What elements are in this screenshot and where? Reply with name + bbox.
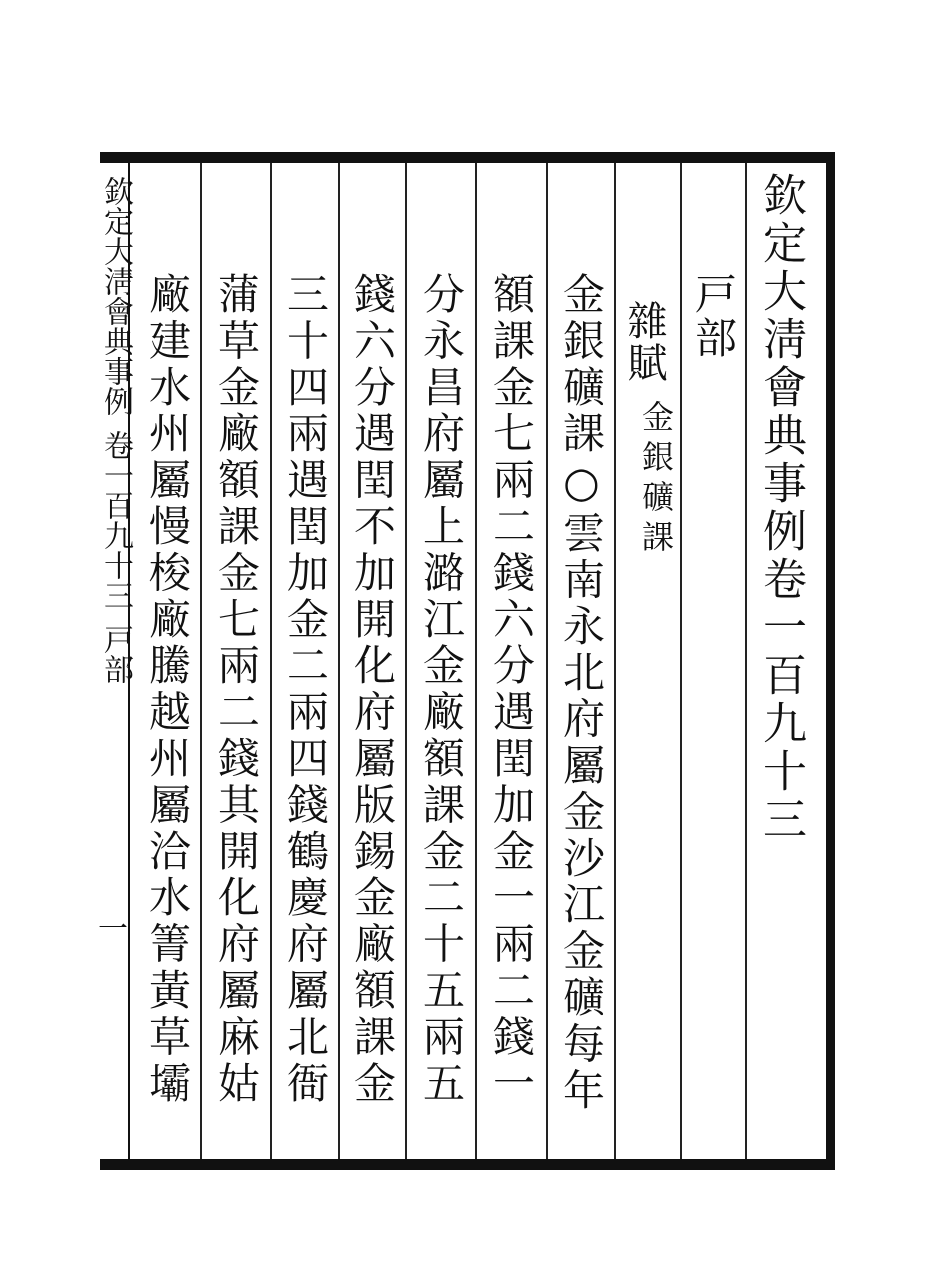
column-rule — [338, 163, 340, 1159]
column-rule — [546, 163, 548, 1159]
body-line: 三十四兩遇閏加金二兩四錢鶴慶府屬北衙 — [281, 272, 330, 1108]
margin-volume: 卷一百九十三 — [98, 430, 133, 610]
column-rule — [475, 163, 477, 1159]
margin-book-title: 欽定大淸會典事例 — [98, 176, 133, 416]
column-rule — [745, 163, 747, 1159]
subsection-note: 金銀礦課 — [637, 400, 675, 560]
section-heading: 戸部 — [689, 272, 738, 360]
column-rule — [200, 163, 202, 1159]
subsection-heading: 雜賦 — [621, 300, 667, 384]
body-line: 錢六分遇閏不加開化府屬版錫金廠額課金 — [348, 272, 397, 1108]
margin-page-number: 一 — [98, 912, 128, 947]
column-rule — [405, 163, 407, 1159]
page-frame-right-border — [826, 152, 835, 1170]
margin-section: 戸部 — [98, 624, 133, 684]
column-rule — [680, 163, 682, 1159]
page-title: 欽定大淸會典事例卷一百九十三 — [755, 172, 806, 844]
column-rule — [270, 163, 272, 1159]
body-line: 廠建水州屬慢梭廠騰越州屬洽水箐黃草壩 — [143, 272, 192, 1108]
body-line: 蒲草金廠額課金七兩二錢其開化府屬麻姑 — [212, 272, 261, 1108]
body-line: 額課金七兩二錢六分遇閏加金一兩二錢一 — [487, 272, 536, 1108]
body-line: 金銀礦課○雲南永北府屬金沙江金礦每年 — [557, 272, 606, 1115]
column-rule — [614, 163, 616, 1159]
body-line: 分永昌府屬上潞江金廠額課金二十五兩五 — [417, 272, 466, 1108]
